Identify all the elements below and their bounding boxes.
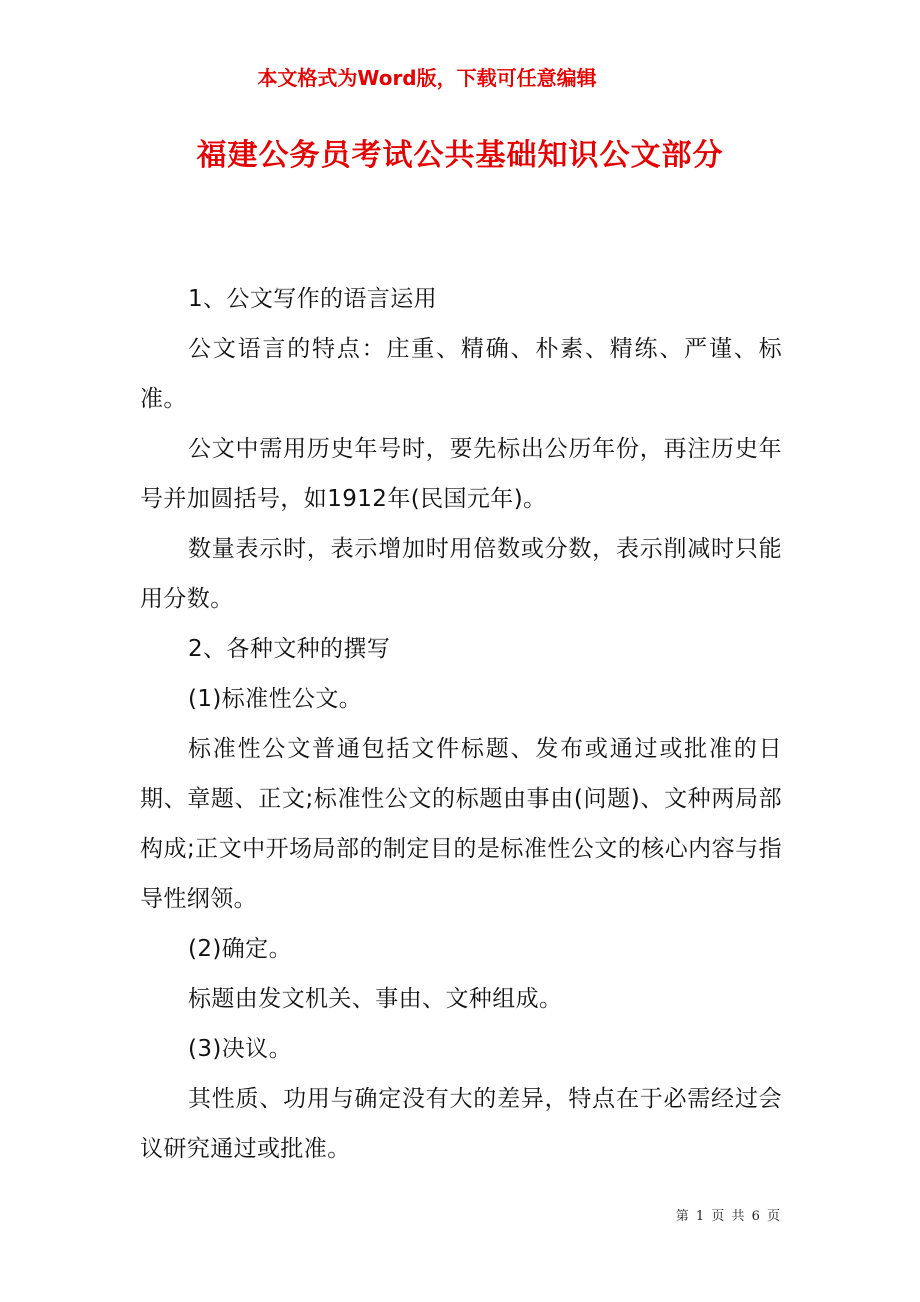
document-body	[140, 274, 782, 1174]
paragraph: 1、公文写作的语言运用	[188, 286, 438, 312]
paragraph: (1)标准性公文。	[188, 686, 363, 712]
paragraph: (3)决议。	[188, 1036, 292, 1062]
paragraph: 公文语言的特点：庄重、精确、朴素、精练、严谨、标准。	[140, 336, 782, 412]
paragraph: 标准性公文普通包括文件标题、发布或通过或批准的日期、章题、正文;标准性公文的标题由事由(问题)、文种两局部构成;正文中开场局部的制定目的是标准性公文的核心内容与指导性纲领。	[140, 736, 782, 912]
paragraph: 其性质、功用与确定没有大的差异，特点在于必需经过会议研究通过或批准。	[140, 1086, 782, 1162]
paragraph: 数量表示时，表示增加时用倍数或分数，表示削减时只能用分数。	[140, 536, 782, 612]
paragraph: 公文中需用历史年号时，要先标出公历年份，再注历史年号并加圆括号，如1912年(民国元年)。	[140, 436, 782, 512]
page-number-footer: 第 1 页 共 6 页	[675, 1209, 780, 1224]
page-title: 福建公务员考试公共基础知识公文部分	[196, 138, 724, 173]
paragraph: 标题由发文机关、事由、文种组成。	[188, 986, 563, 1012]
format-notice-banner: 本文格式为Word版，下载可任意编辑	[257, 66, 597, 90]
paragraph: (2)确定。	[188, 936, 292, 962]
paragraph: 2、各种文种的撰写	[188, 636, 391, 662]
